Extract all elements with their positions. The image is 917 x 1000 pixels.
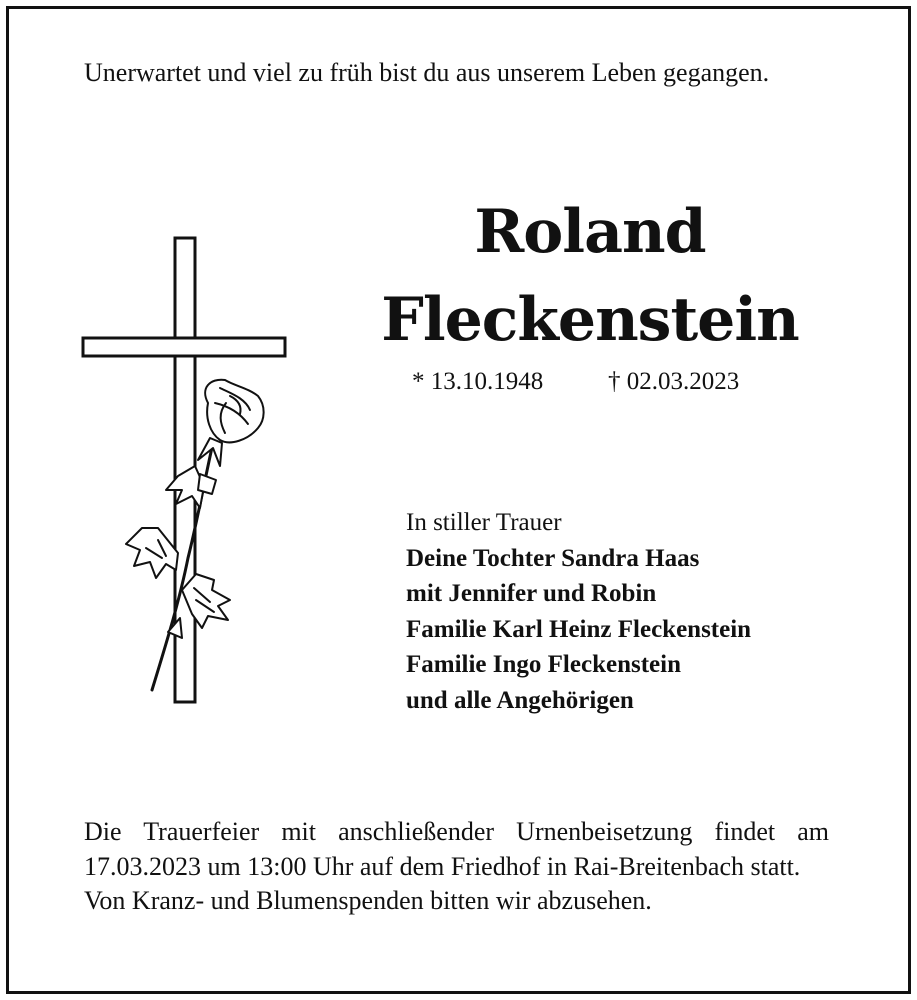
intro-text: Unerwartet und viel zu früh bist du aus unserem Leben gegangen. [84,58,770,87]
mourner-line: Familie Karl Heinz Fleckenstein [406,615,752,643]
mourners-list [406,505,751,718]
cross-with-rose [70,228,300,708]
ceremony-text: Die Trauerfeier mit anschließender Urnenbeisetzung findet am 17.03.2023 um 13:00 Uhr auf dem Friedhof in Rai-Breitenbach statt. [84,817,829,881]
flower-request-text: Von Kranz- und Blumenspenden bitten wir abzusehen. [84,886,652,915]
mourner-line: Familie Ingo Fleckenstein [406,651,681,678]
cross-icon [83,238,285,702]
closing-notice [84,815,829,919]
death-date: † 02.03.2023 [608,368,740,395]
last-name: Fleckenstein [381,285,799,355]
mourner-line: mit Jennifer und Robin [406,580,657,607]
first-name: Roland [474,197,706,267]
mourning-phrase: In stiller Trauer [406,509,562,536]
mourner-line: Deine Tochter Sandra Haas [406,544,700,572]
deceased-name [370,188,810,364]
mourner-line: und alle Angehörigen [406,686,634,714]
birth-date: * 13.10.1948 [412,368,544,395]
